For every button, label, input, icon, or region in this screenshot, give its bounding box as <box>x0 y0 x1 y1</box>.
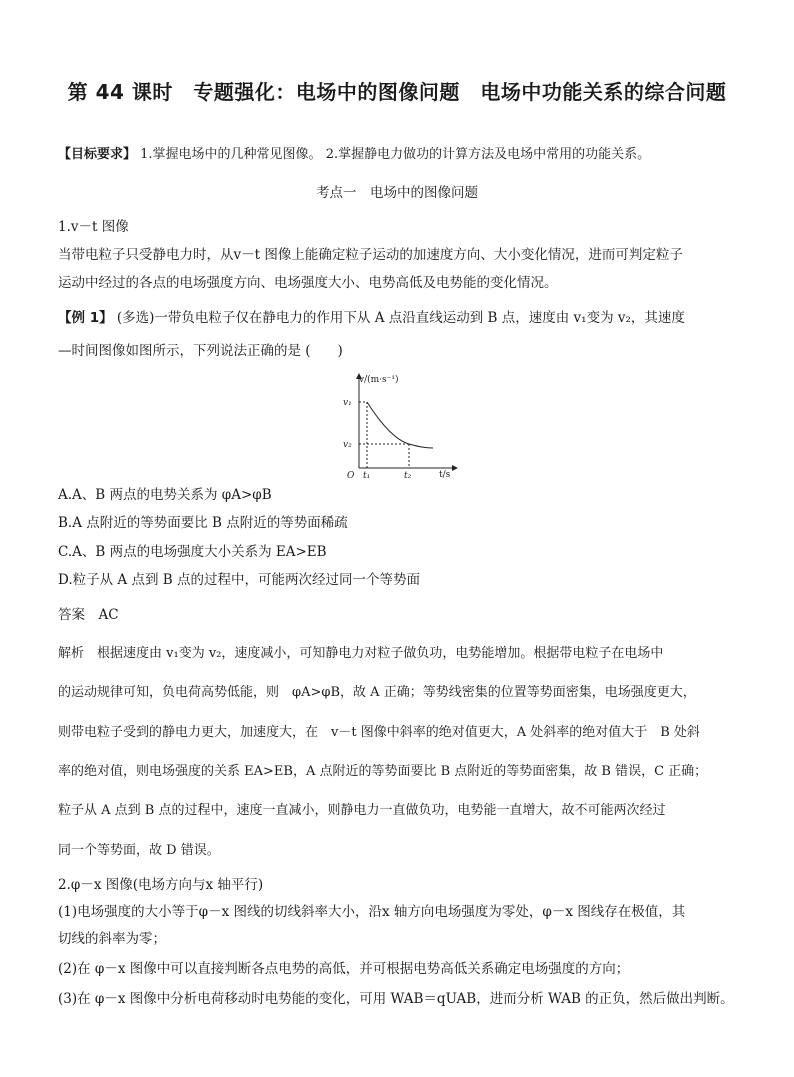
vt-graph <box>337 368 467 480</box>
option-c: C.A、B 两点的电场强度大小关系为 EA>EB <box>58 544 327 560</box>
v1-tick: v₁ <box>343 398 352 408</box>
goal-tag: 【目标要求】 <box>58 147 137 162</box>
y-axis-label: v/(m·s⁻¹) <box>359 375 399 385</box>
t2-tick: t₂ <box>404 471 412 480</box>
t1-tick: t₁ <box>363 471 371 480</box>
phix-item-2: (2)在 φ－x 图像中可以直接判断各点电势的高低，并可根据电势高低关系确定电场强度的方向； <box>58 961 630 977</box>
page-title: 第 44 课时 专题强化：电场中的图像问题 电场中功能关系的综合问题 <box>67 80 727 104</box>
v2-tick: v₂ <box>343 440 352 450</box>
analysis-line-1: 解析 根据速度由 v₁变为 v₂，速度减小，可知静电力对粒子做负功，电势能增加。根据带电粒子在电场中 <box>58 646 664 661</box>
goal-text: 1.掌握电场中的几种常见图像。 2.掌握静电力做功的计算方法及电场中常用的功能关系。 <box>140 147 651 162</box>
vt-heading: 1.v－t 图像 <box>58 219 129 235</box>
option-b: B.A 点附近的等势面要比 B 点附近的等势面稀疏 <box>58 515 348 531</box>
vt-body-line-2: 运动中经过的各点的电场强度方向、电场强度大小、电势高低及电势能的变化情况。 <box>58 275 558 291</box>
section-heading: 考点一 电场中的图像问题 <box>316 185 478 201</box>
x-axis-label: t/s <box>439 470 451 480</box>
option-a: A.A、B 两点的电势关系为 φA>φB <box>58 487 272 503</box>
phix-heading: 2.φ－x 图像(电场方向与x 轴平行) <box>58 877 264 893</box>
goal-line <box>58 146 650 164</box>
analysis-line-5: 粒子从 A 点到 B 点的过程中，速度一直减小，则静电力一直做负功，电势能一直增大，故不可能两次经过 <box>58 803 666 818</box>
example-tag: 【例 1】 <box>58 310 113 326</box>
origin-label: O <box>347 471 355 480</box>
example-line-2: —时间图像如图所示，下列说法正确的是 ( ) <box>58 343 343 359</box>
velocity-curve <box>367 402 433 448</box>
vt-body-line-1: 当带电粒子只受静电力时，从v－t 图像上能确定粒子运动的加速度方向、大小变化情况，进而可判定粒子 <box>58 247 683 263</box>
example-text-1: (多选)一带负电粒子仅在静电力的作用下从 A 点沿直线运动到 B 点，速度由 v₁变为 v₂，其速度 <box>116 310 685 326</box>
analysis-line-3: 则带电粒子受到的静电力更大，加速度大，在 v－t 图像中斜率的绝对值更大，A 处斜率的绝对值大于 B 处斜 <box>58 725 700 740</box>
phix-item-1: (1)电场强度的大小等于φ－x 图线的切线斜率大小，沿x 轴方向电场强度为零处，φ－x 图线存在极值，其 <box>58 904 686 920</box>
option-d: D.粒子从 A 点到 B 点的过程中，可能两次经过同一个等势面 <box>58 572 420 588</box>
analysis-line-2: 的运动规律可知，负电荷高势低能，则 φA>φB，故 A 正确；等势线密集的位置等势面密集，电场强度更大， <box>58 685 696 700</box>
analysis-line-6: 同一个等势面，故 D 错误。 <box>58 843 220 858</box>
analysis-line-4: 率的绝对值，则电场强度的关系 EA>EB，A 点附近的等势面要比 B 点附近的等势面密集，故 B 错误，C 正确； <box>58 764 708 779</box>
answer: 答案 AC <box>58 607 119 623</box>
example-line-1 <box>58 309 685 327</box>
phix-item-3: (3)在 φ－x 图像中分析电荷移动时电势能的变化，可用 WAB＝qUAB，进而分析 WAB 的正负，然后做出判断。 <box>58 991 734 1007</box>
phix-item-1-cont: 切线的斜率为零； <box>58 931 166 947</box>
